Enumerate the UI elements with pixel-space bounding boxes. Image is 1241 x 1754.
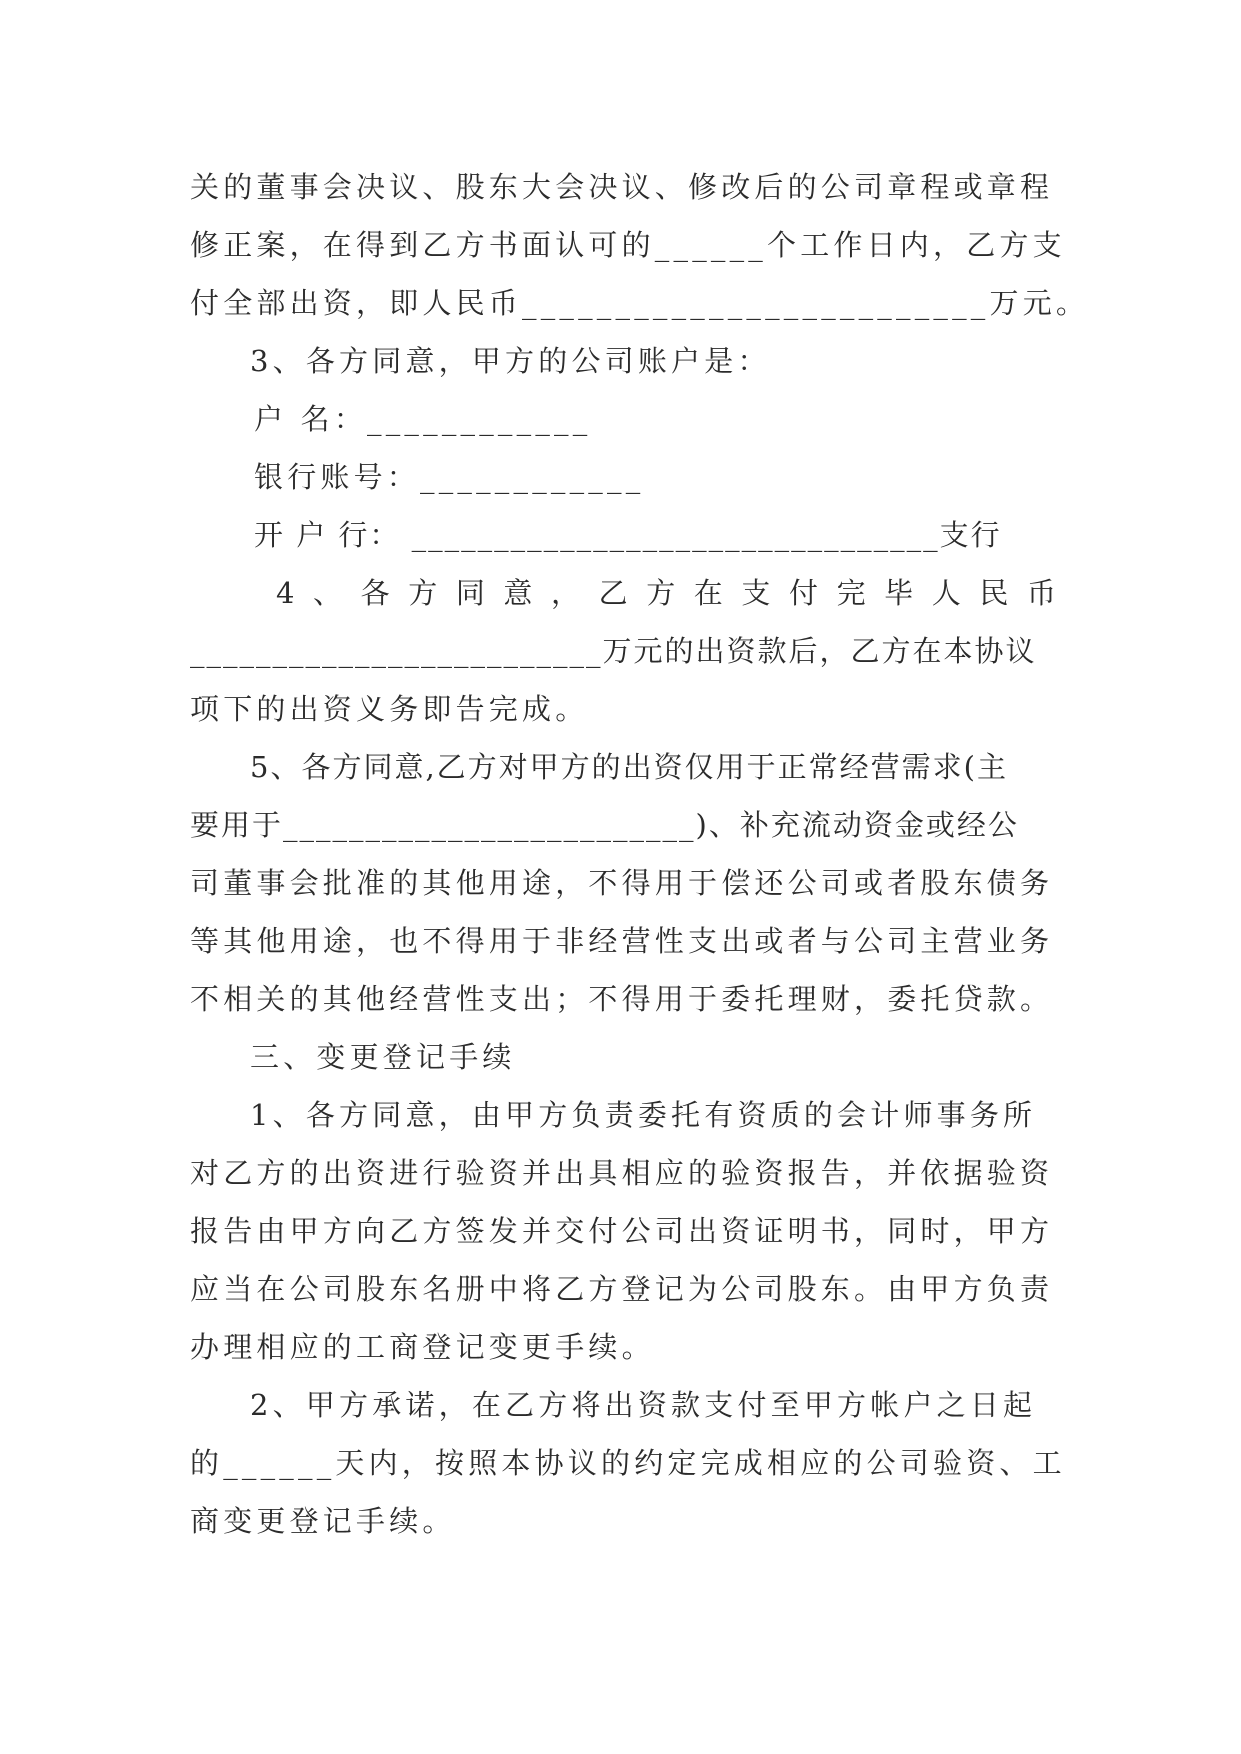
text-line: 商变更登记手续。 <box>190 1504 456 1538</box>
bank-account-line: 银行账号：____________ <box>254 460 645 494</box>
text-line: 对乙方的出资进行验资并出具相应的验资报告，并依据验资 <box>190 1156 1054 1190</box>
text-line: 要用于_________________________)、补充流动资金或经公 <box>190 808 1019 842</box>
char: 意 <box>503 576 533 610</box>
spread-text-line <box>190 564 1060 622</box>
text-line: 应当在公司股东名册中将乙方登记为公司股东。由甲方负责 <box>190 1272 1054 1306</box>
text-line: 2、甲方承诺，在乙方将出资款支付至甲方帐户之日起 <box>250 1388 1037 1422</box>
char: 付 <box>788 576 818 610</box>
text-line: 司董事会批准的其他用途，不得用于偿还公司或者股东债务 <box>190 866 1054 900</box>
bank-branch-line: 开 户 行： ________________________________支行 <box>254 518 1002 552</box>
text-line: 不相关的其他经营性支出；不得用于委托理财，委托贷款。 <box>190 982 1054 1016</box>
text-line: _________________________万元的出资款后，乙方在本协议 <box>190 634 1037 668</box>
char: 乙 <box>598 576 628 610</box>
char: 4 <box>276 576 295 610</box>
text-line: 等其他用途，也不得用于非经营性支出或者与公司主营业务 <box>190 924 1054 958</box>
char: 、 <box>313 576 343 610</box>
char: 毕 <box>884 576 914 610</box>
char: 在 <box>693 576 723 610</box>
text-line: 报告由甲方向乙方签发并交付公司出资证明书，同时，甲方 <box>190 1214 1054 1248</box>
section-heading: 三、变更登记手续 <box>250 1040 516 1074</box>
text-line: 修正案，在得到乙方书面认可的______个工作日内，乙方支 <box>190 228 1066 262</box>
char: 币 <box>1026 576 1056 610</box>
char: 人 <box>931 576 961 610</box>
text-line: 付全部出资，即人民币_________________________万元。 <box>190 286 1090 320</box>
char: 同 <box>455 576 485 610</box>
text-line: 1、各方同意，由甲方负责委托有资质的会计师事务所 <box>250 1098 1037 1132</box>
char: 民 <box>979 576 1009 610</box>
text-line: 项下的出资义务即告完成。 <box>190 692 589 726</box>
char: 支 <box>741 576 771 610</box>
char: ， <box>551 576 581 610</box>
text-line: 3、各方同意，甲方的公司账户是： <box>250 344 771 378</box>
text-line: 5、各方同意,乙方对甲方的出资仅用于正常经营需求(主 <box>250 750 1008 784</box>
char: 各 <box>360 576 390 610</box>
char: 方 <box>408 576 438 610</box>
char: 完 <box>836 576 866 610</box>
text-line: 关的董事会决议、股东大会决议、修改后的公司章程或章程 <box>190 170 1054 204</box>
text-line: 办理相应的工商登记变更手续。 <box>190 1330 655 1364</box>
text-line: 的______天内，按照本协议的约定完成相应的公司验资、工 <box>190 1446 1066 1480</box>
document-body <box>190 158 1090 1550</box>
char: 方 <box>646 576 676 610</box>
account-name-line: 户 名：____________ <box>254 402 592 436</box>
